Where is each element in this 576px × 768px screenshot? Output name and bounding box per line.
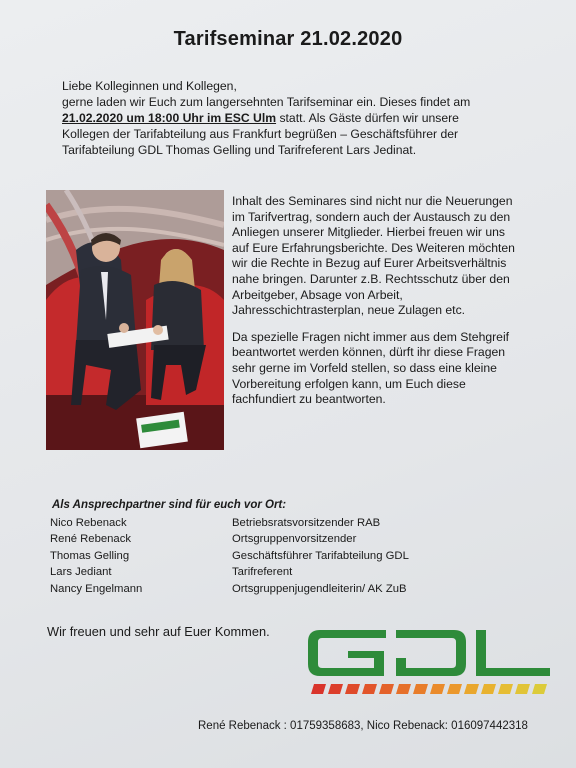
gdl-logo-graphic — [304, 622, 554, 702]
contact-row — [50, 515, 470, 531]
intro-paragraph — [62, 78, 532, 158]
description-paragraph: Da spezielle Fragen nicht immer aus dem Stehgreif beantwortet werden können, dürft ihr diese Fragen sehr gerne im Vorfeld stellen, so dass eine kleine Vorbereitung erfolgen kann, um Euch diese fachfundiert zu beantworten. — [232, 329, 510, 407]
contact-role: Ortsgruppenjugendleiterin/ AK ZuB — [232, 582, 407, 595]
intro-line-rest: statt. Als Gäste dürfen wir unsere — [276, 111, 459, 125]
contact-name: Thomas Gelling — [50, 549, 130, 562]
intro-line: gerne laden wir Euch zum langersehnten Tarifseminar ein. Dieses findet am — [62, 95, 471, 109]
intro-line — [62, 110, 532, 126]
contact-row — [50, 548, 470, 564]
photo-illustration — [46, 190, 224, 450]
contacts-list — [50, 515, 470, 597]
contact-name: René Rebenack — [50, 533, 132, 546]
contact-role: Geschäftsführer Tarifabteilung GDL — [232, 549, 409, 562]
gdl-logo-letters — [308, 630, 550, 676]
seminar-photo — [46, 190, 224, 450]
contact-row — [50, 531, 470, 547]
gdl-logo — [304, 622, 554, 702]
description-paragraph: Inhalt des Seminares sind nicht nur die Neuerungen im Tarifvertrag, sondern auch der Austausch zu den Anliegen unserer Mitglieder. Hierbei freuen wir uns auf Eure Erfahrungsberichte. Des Weiteren möchten wir die Rechte in Bezug auf Eurer Arbeitsverhältnis nahe bringen. Darunter z.B. Rechtsschutz über den Arbeitgeber, Absage von Arbeit, Jahresschichtrasterplan, neue Zulagen etc. — [232, 194, 515, 318]
contacts-heading: Als Ansprechpartner sind für euch vor Ort: — [52, 499, 287, 511]
intro-line: Tarifabteilung GDL Thomas Gelling und Tarifreferent Lars Jedinat. — [62, 143, 417, 157]
seminar-description — [232, 194, 522, 419]
contact-role: Ortsgruppenvorsitzender — [232, 533, 357, 546]
contact-phone-numbers: René Rebenack : 01759358683, Nico Rebenack: 016097442318 — [198, 720, 528, 732]
contact-role: Betriebsratsvorsitzender RAB — [232, 517, 381, 529]
contact-role: Tarifreferent — [232, 566, 293, 579]
intro-greeting: Liebe Kolleginnen und Kollegen, — [62, 79, 237, 93]
closing-line: Wir freuen und sehr auf Euer Kommen. — [47, 624, 270, 639]
event-date-location: 21.02.2020 um 18:00 Uhr im ESC Ulm — [62, 111, 277, 125]
contact-name: Nancy Engelmann — [50, 582, 143, 595]
page-title: Tarifseminar 21.02.2020 — [173, 28, 403, 50]
contact-name: Nico Rebenack — [50, 517, 127, 529]
contact-name: Lars Jediant — [50, 566, 112, 579]
contact-row — [50, 581, 470, 597]
intro-line: Kollegen der Tarifabteilung aus Frankfurt begrüßen – Geschäftsführer der — [62, 127, 459, 141]
gdl-logo-stripes — [311, 684, 547, 694]
contact-row — [50, 564, 470, 580]
